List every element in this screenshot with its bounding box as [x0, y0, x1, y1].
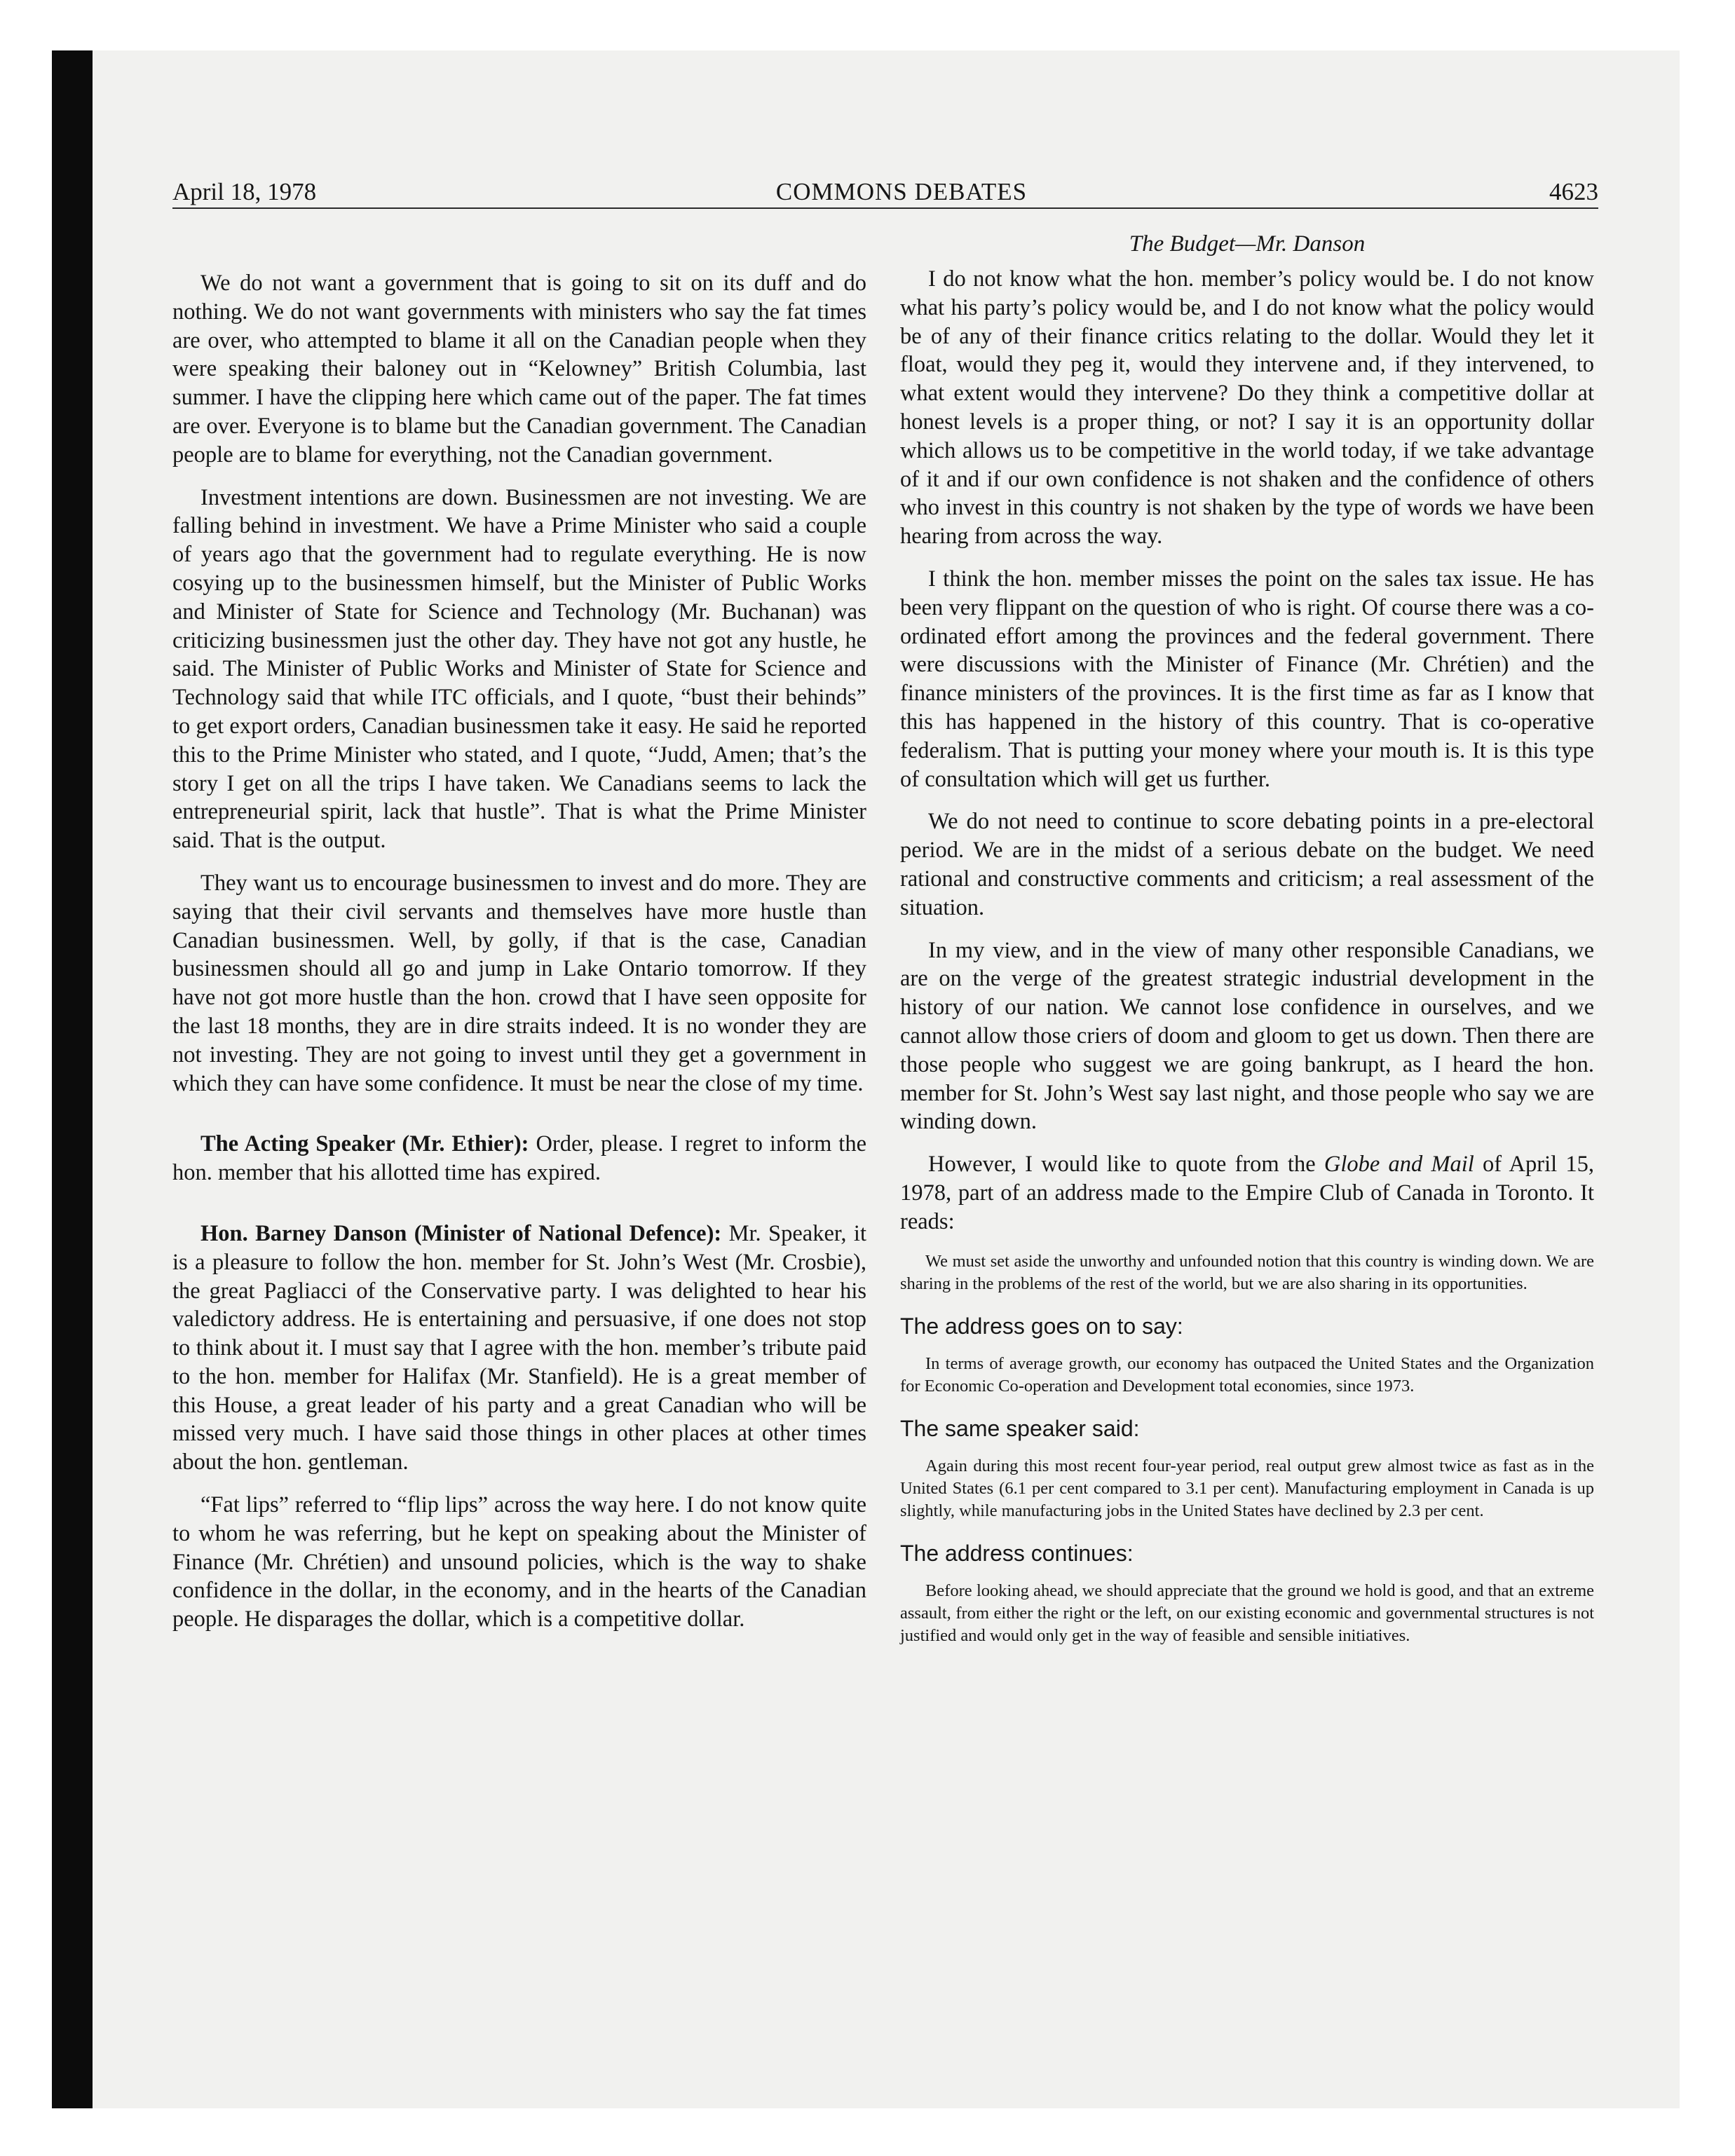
speech-text: Order, please. I regret to inform the hon. member that his allotted time has expired. [172, 1131, 866, 1186]
spacer [172, 1201, 866, 1220]
paragraph: I do not know what the hon. member’s policy would be. I do not know what his party’s policy would be, and I do not know what the policy would be of any of their finance critics relating to the dollar. Would they let it float, would they peg it, would they intervene and, if they intervened, to what extent would they intervene? Do they think a competitive dollar at honest levels is a proper thing, or not? I say it is an opportunity dollar which allows us to be competitive in the world today, if we take advantage of it and if our own confidence is not shaken and the confidence of others who invest in this country is not shaken by the type of words we have been hearing from across the way. [900, 266, 1594, 550]
scan-margin-bottom [52, 2108, 1735, 2156]
header-date: April 18, 1978 [172, 178, 317, 205]
section-running-title: The Budget—Mr. Danson [1129, 231, 1366, 257]
paragraph: We do not want a government that is going to sit on its duff and do nothing. We do not want governments with ministers who say the fat times are over, who attempted to blame it all on the Canadian people when they were speaking their baloney out in “Kelowney” British Columbia, last summer. I have the clipping here which came out of the paper. The fat times are over. Everyone is to blame but the Canadian government. The Canadian people are to blame for everything, not the Canadian government. [172, 271, 866, 468]
paragraph: They want us to encourage businessmen to invest and do more. They are saying that their civil servants and themselves have more hustle than Canadian businessmen. Well, by golly, if that is the case, Canadian businessmen should all go and jump in Lake Ontario tomorrow. If they have not got more hustle than the hon. crowd that I have seen opposite for the last 18 months, they are in dire straits indeed. It is no wonder they are not investing. They are not going to invest until they get a government in which they can have some confidence. It must be near the close of my time. [172, 870, 866, 1096]
block-quote: We must set aside the unworthy and unfounded notion that this country is winding down. We are sharing in the problems of the rest of the world, but we are also sharing in its opportunities. [900, 1251, 1594, 1293]
newspaper-title: Globe and Mail [1324, 1152, 1474, 1178]
spacer [172, 1112, 866, 1130]
block-quote: Again during this most recent four-year period, real output grew almost twice as fast as in the United States (6.1 per cent compared to 3.1 per cent). Manufacturing employment in Canada is up slightly, while manufacturing jobs in the United States have declined by 2.3 per cent. [900, 1456, 1594, 1520]
speaker-paragraph [172, 1220, 866, 1477]
paragraph: I think the hon. member misses the point on the sales tax issue. He has been very flippant on the question of who is right. Of course there was a co-ordinated effort among the provinces and the federal government. There were discussions with the Minister of Finance (Mr. Chrétien) and the finance ministers of the provinces. It is the first time as far as I know that this has happened in the history of this country. That is co-operative federalism. That is putting your money where your mouth is. It is this type of consultation which will get us further. [900, 566, 1594, 792]
speaker-name: Hon. Barney Danson (Minister of National Defence): [200, 1220, 722, 1246]
speaker-name: The Acting Speaker (Mr. Ethier): [200, 1131, 529, 1157]
block-quote: Before looking ahead, we should appreciate that the ground we hold is good, and that an extreme assault, from either the right or the left, on our existing economic and governmental structures is not justified and would only get in the way of feasible and sensible initiatives. [900, 1581, 1594, 1645]
paragraph: Investment intentions are down. Businessmen are not investing. We are falling behind in investment. We have a Prime Minister who said a couple of years ago that the government had to regulate everything. He is now cosying up to the businessmen himself, but the Minister of Public Works and Minister of State for Science and Technology (Mr. Buchanan) was criticizing businessmen just the other day. They have not got any hustle, he said. The Minister of Public Works and Minister of State for Science and Technology said that while ITC officials, and I quote, “bust their behinds” to get export orders, Canadian businessmen take it easy. He said he reported this to the Prime Minister who stated, and I quote, “Judd, Amen; that’s the story I get on all the trips I have taken. We Canadians seems to lack the entrepreneurial spirit, lack that hustle”. That is what the Prime Minister said. That is the output. [172, 484, 866, 854]
left-column [172, 269, 866, 1648]
quote-intro: The same speaker said: [900, 1415, 1140, 1441]
speech-text: Mr. Speaker, it is a pleasure to follow the hon. member for St. John’s West (Mr. Crosbie), the great Pagliacci of the Conservative party. I was delighted to hear his valedictory address. He is entertaining and persuasive, if one does not stop to think about it. I must say that I agree with the hon. member’s tribute paid to the hon. member for Halifax (Mr. Stanfield). He is a great member of this House, a great leader of his party and a great Canadian who will be missed very much. I have said those things in other places at other times about the hon. gentleman. [172, 1220, 866, 1475]
block-quote: In terms of average growth, our economy has outpaced the United States and the Organization for Economic Co-operation and Development total economies, since 1973. [900, 1353, 1594, 1396]
header-journal-title: COMMONS DEBATES [775, 178, 1028, 205]
quote-intro: The address goes on to say: [900, 1313, 1183, 1339]
paragraph: “Fat lips” referred to “flip lips” across the way here. I do not know quite to whom he was referring, but he kept on speaking about the Minister of Finance (Mr. Chrétien) and unsound policies, which is the way to shake confidence in the dollar, in the economy, and in the hearts of the Canadian people. He disparages the dollar, which is a competitive dollar. [172, 1492, 866, 1632]
speaker-paragraph [172, 1130, 866, 1187]
binding-edge [52, 50, 93, 2108]
header-rule [172, 207, 1598, 209]
text-run: of April 15, 1978, part of an address made to the Empire Club of Canada in Toronto. It reads: [900, 1152, 1594, 1234]
header-page-number: 4623 [1549, 178, 1598, 205]
quote-intro: The address continues: [900, 1540, 1134, 1566]
scan-margin-top [52, 0, 1735, 50]
right-column [900, 228, 1594, 1664]
paragraph: We do not need to continue to score debating points in a pre-electoral period. We are in the midst of a serious debate on the budget. We need rational and constructive comments and criticism; a real assessment of the situation. [900, 809, 1594, 920]
paragraph [900, 1150, 1594, 1236]
paragraph: In my view, and in the view of many other responsible Canadians, we are on the verge of the greatest strategic industrial development in the history of our nation. We cannot lose confidence in ourselves, and we cannot allow those criers of doom and gloom to get us down. Then there are those people who suggest we are going bankrupt, as I heard the hon. member for St. John’s West say last night, and those people who say we are winding down. [900, 937, 1594, 1135]
text-run: However, I would like to quote from the [928, 1152, 1324, 1178]
